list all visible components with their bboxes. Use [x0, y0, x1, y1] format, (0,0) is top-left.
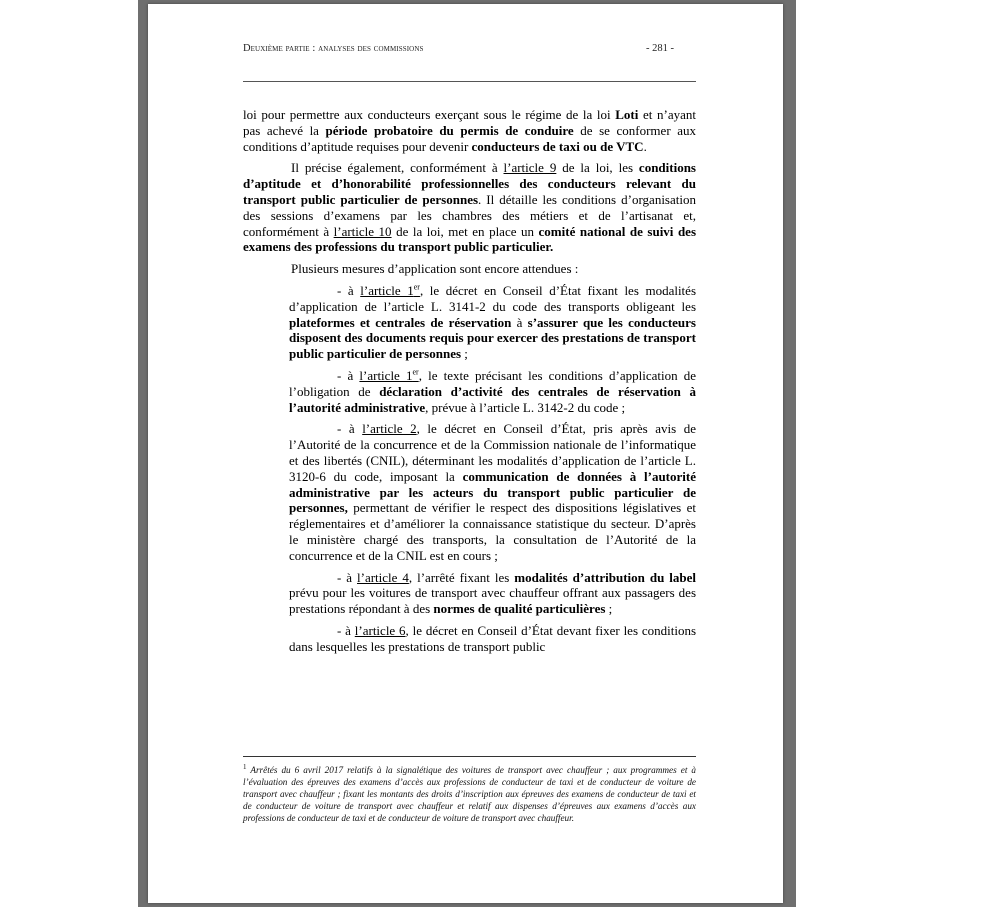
list-item: - à l’article 4, l’arrêté fixant les modalités d’attribution du label prévu pour les voitures de transport avec chauffeur offrant aux passagers des prestations répondant à des normes de qualité particulières ; [289, 569, 696, 617]
document-viewer[interactable] [138, 0, 796, 907]
list-item: - à l’article 2, le décret en Conseil d’État, pris après avis de l’Autorité de la concurrence et de la Commission nationale de l’informatique et des libertés (CNIL), déterminant les modalités d’application de l’article L. 3120-6 du code, imposant la communication de données à l’autorité administrative par les acteurs du transport public particulier de personnes, permettant de vérifier le respect des dispositions législatives et réglementaires et d’améliorer la connaissance statistique du secteur. D’après le ministère chargé des transports, la consultation de l’Autorité de la concurrence et de la CNIL est en cours ; [289, 421, 696, 563]
article-1-link[interactable]: l’article 1er [359, 367, 419, 383]
document-page [148, 4, 783, 903]
article-1-link[interactable]: l’article 1er [360, 282, 420, 298]
footnote [243, 764, 696, 824]
footnote-text: Arrêtés du 6 avril 2017 relatifs à la signalétique des voitures de transport avec chauffeur ; aux programmes et à l’évaluation des épreuves des examens d’accès aux professions de conducteur de taxi et de conducteur de voiture de transport avec chauffeur ; fixant les montants des droits d’inscription aux épreuves des examens de conducteur de taxi et de conducteur de voiture de transport avec chauffeur et relatif aux dispenses d’épreuves aux examens d’accès aux professions de conducteur de taxi et de conducteur de voiture de transport avec chauffeur. [243, 765, 696, 823]
header-rule [243, 81, 696, 82]
page-number: - 281 - [646, 43, 674, 54]
footnote-mark: 1 [243, 762, 247, 771]
list-item: - à l’article 1er, le texte précisant les conditions d’application de l’obligation de déclaration d’activité des centrales de réservation à l’autorité administrative, prévue à l’article L. 3142-2 du code ; [289, 367, 696, 415]
article-4-link[interactable]: l’article 4 [357, 569, 409, 585]
list-item: - à l’article 6, le décret en Conseil d’État devant fixer les conditions dans lesquelles les prestations de transport public [289, 622, 697, 654]
paragraph: Plusieurs mesures d’application sont encore attendues : [291, 261, 579, 277]
list-item: - à l’article 1er, le décret en Conseil d’État fixant les modalités d’application de l’article L. 3141-2 du code des transports obligeant les plateformes et centrales de réservation à s’assurer que les conducteurs disposent des documents requis pour exercer des prestations de transport public particulier de personnes ; [289, 282, 696, 362]
paragraph: Il précise également, conformément à l’article 9 de la loi, les conditions d’aptitude et d’honorabilité professionnelles des conducteurs relevant du transport public particulier de personnes. Il détaille les conditions d’organisation des sessions d’examens par les chambres des métiers et de l’artisanat et, conformément à l’article 10 de la loi, met en place un comité national de suivi des examens des professions du transport public particulier. [243, 160, 697, 255]
article-6-link[interactable]: l’article 6 [354, 622, 406, 638]
article-10-link[interactable]: l’article 10 [333, 223, 392, 239]
article-2-link[interactable]: l’article 2 [362, 421, 417, 437]
running-header [243, 43, 696, 54]
paragraph: loi pour permettre aux conducteurs exerçant sous le régime de la loi Loti et n’ayant pas achevé la période probatoire du permis de conduire de se conformer aux conditions d’aptitude requises pour devenir conducteurs de taxi ou de VTC. [243, 107, 696, 154]
article-9-link[interactable]: l’article 9 [503, 160, 557, 176]
footnote-rule [243, 756, 696, 757]
body-text [243, 107, 696, 661]
header-title: Deuxième partie : analyses des commissions [243, 43, 424, 54]
